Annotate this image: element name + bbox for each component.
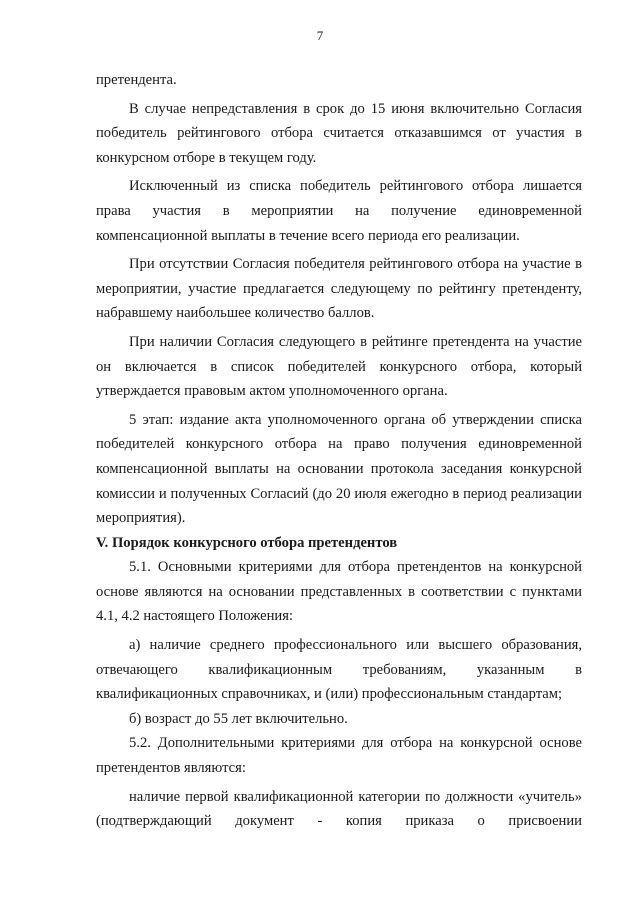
document-body bbox=[96, 68, 582, 834]
paragraph-no-consent: При отсутствии Согласия победителя рейтингового отбора на участие в мероприятии, участие предлагается следующему по рейтингу претенденту, набравшему наибольшее количество баллов. bbox=[96, 256, 582, 322]
page-number: 7 bbox=[316, 28, 324, 43]
paragraph-continuation: претендента. bbox=[96, 72, 177, 88]
paragraph-criterion-b: б) возраст до 55 лет включительно. bbox=[129, 710, 348, 727]
paragraph-next-candidate: При наличии Согласия следующего в рейтинге претендента на участие он включается в список победителей конкурсного отбора, который утверждается правовым актом уполномоченного органа. bbox=[96, 333, 582, 400]
paragraph-excluded-winner: Исключенный из списка победитель рейтингового отбора лишается права участия в мероприятии на получение единовременной компенсационной выплаты в течение всего периода его реализации. bbox=[96, 178, 582, 244]
paragraph-5-2-additional: 5.2. Дополнительными критериями для отбора на конкурсной основе претендентов являются: bbox=[96, 735, 582, 777]
paragraph-consent-deadline: В случае непредставления в срок до 15 июня включительно Согласия победитель рейтингового отбора считается отказавшимся от участия в конкурсном отборе в текущем году. bbox=[96, 100, 582, 166]
paragraph-first-category: наличие первой квалификационной категории по должности «учитель» (подтверждающий документ - копия приказа о присвоении bbox=[96, 788, 582, 830]
section-heading: V. Порядок конкурсного отбора претендентов bbox=[96, 534, 398, 551]
paragraph-5-1-criteria: 5.1. Основными критериями для отбора претендентов на конкурсной основе являются на основании представленных в соответствии с пунктами 4.1, 4.2 настоящего Положения: bbox=[96, 559, 582, 625]
paragraph-stage-5: 5 этап: издание акта уполномоченного органа об утверждении списка победителей конкурсного отбора на право получения единовременной компенсационной выплаты на основании протокола заседания конкурсной комиссии и полученных Согласий (до 20 июля ежегодно в период реализации мероприятия). bbox=[96, 411, 582, 527]
paragraph-criterion-a: а) наличие среднего профессионального или высшего образования, отвечающего квалификационным требованиям, указанным в квалификационных справочниках, и (или) профессиональным стандартам; bbox=[96, 637, 582, 703]
